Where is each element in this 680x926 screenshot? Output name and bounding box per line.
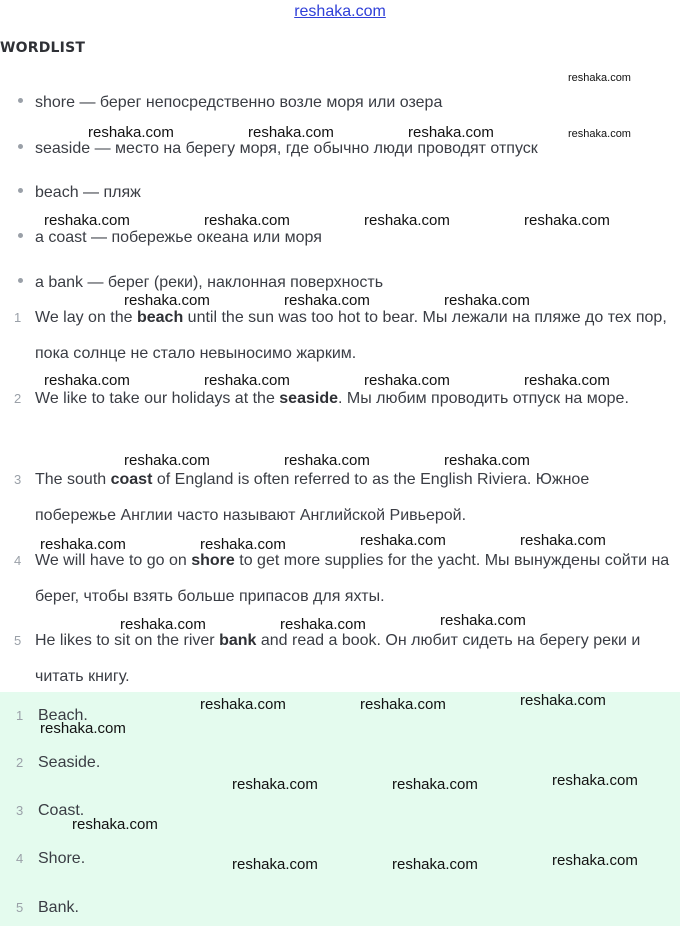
exercise-number: 1 bbox=[14, 310, 22, 325]
exercise-item: 1 We lay on the beach until the sun was too hot to bear. Мы лежали на пляже до тех пор, пока солнце не стало невыносимо жарким. bbox=[14, 300, 674, 372]
answer-item: 3 Coast. bbox=[16, 802, 85, 819]
exercise-item: 5 He likes to sit on the river bank and read a book. Он любит сидеть на берегу реки и читать книгу. bbox=[14, 623, 674, 695]
wordlist-item: shore — берег непосредственно возле моря или озера bbox=[18, 93, 442, 113]
watermark: reshaka.com bbox=[392, 776, 478, 793]
exercise-number: 4 bbox=[14, 553, 22, 568]
exercise-number: 2 bbox=[14, 391, 22, 406]
bullet-icon bbox=[18, 278, 23, 283]
bullet-icon bbox=[18, 98, 23, 103]
watermark: reshaka.com bbox=[524, 212, 610, 229]
watermark: reshaka.com bbox=[200, 536, 286, 553]
answer-item: 1 Beach. bbox=[16, 707, 88, 724]
wordlist-item: a bank — берег (реки), наклонная поверхность bbox=[18, 273, 383, 293]
watermark: reshaka.com bbox=[520, 532, 606, 549]
watermark: reshaka.com bbox=[568, 128, 631, 140]
watermark: reshaka.com bbox=[444, 452, 530, 469]
watermark: reshaka.com bbox=[284, 452, 370, 469]
watermark: reshaka.com bbox=[40, 536, 126, 553]
wordlist-item: beach — пляж bbox=[18, 183, 141, 203]
watermark: reshaka.com bbox=[524, 372, 610, 389]
watermark: reshaka.com bbox=[360, 696, 446, 713]
exercise-item: 2 We like to take our holidays at the seaside. Мы любим проводить отпуск на море. bbox=[14, 381, 674, 417]
wordlist-heading: WORDLIST bbox=[0, 40, 86, 56]
wordlist-item: a coast — побережье океана или моря bbox=[18, 228, 322, 248]
watermark: reshaka.com bbox=[392, 856, 478, 873]
bullet-icon bbox=[18, 144, 23, 149]
answer-item: 2 Seaside. bbox=[16, 754, 101, 771]
watermark: reshaka.com bbox=[552, 772, 638, 789]
answer-item: 5 Bank. bbox=[16, 899, 79, 916]
watermark: reshaka.com bbox=[568, 72, 631, 84]
exercise-item: 4 We will have to go on shore to get more supplies for the yacht. Мы вынуждены сойти на берег, чтобы взять больше припасов для яхты. bbox=[14, 543, 674, 615]
exercise-number: 5 bbox=[14, 633, 22, 648]
watermark: reshaka.com bbox=[204, 372, 290, 389]
watermark: reshaka.com bbox=[248, 124, 334, 141]
watermark: reshaka.com bbox=[40, 720, 126, 737]
watermark: reshaka.com bbox=[284, 292, 370, 309]
watermark: reshaka.com bbox=[520, 692, 606, 709]
exercise-number: 3 bbox=[14, 472, 22, 487]
watermark: reshaka.com bbox=[88, 124, 174, 141]
watermark: reshaka.com bbox=[408, 124, 494, 141]
wordlist-item: seaside — место на берегу моря, где обычно люди проводят отпуск bbox=[18, 139, 538, 159]
watermark: reshaka.com bbox=[364, 212, 450, 229]
watermark: reshaka.com bbox=[204, 212, 290, 229]
watermark: reshaka.com bbox=[232, 776, 318, 793]
watermark: reshaka.com bbox=[72, 816, 158, 833]
exercise-item: 3 The south coast of England is often referred to as the English Riviera. Южное побережье Англии часто называют Английской Ривьерой. bbox=[14, 462, 674, 534]
watermark: reshaka.com bbox=[364, 372, 450, 389]
watermark: reshaka.com bbox=[44, 212, 130, 229]
bullet-icon bbox=[18, 233, 23, 238]
watermark: reshaka.com bbox=[124, 292, 210, 309]
answer-item: 4 Shore. bbox=[16, 850, 86, 867]
watermark: reshaka.com bbox=[280, 616, 366, 633]
watermark: reshaka.com bbox=[444, 292, 530, 309]
bullet-icon bbox=[18, 188, 23, 193]
watermark: reshaka.com bbox=[360, 532, 446, 549]
watermark: reshaka.com bbox=[120, 616, 206, 633]
site-link[interactable]: reshaka.com bbox=[294, 3, 386, 20]
watermark: reshaka.com bbox=[232, 856, 318, 873]
watermark: reshaka.com bbox=[200, 696, 286, 713]
watermark: reshaka.com bbox=[44, 372, 130, 389]
watermark: reshaka.com bbox=[440, 612, 526, 629]
watermark: reshaka.com bbox=[552, 852, 638, 869]
watermark: reshaka.com bbox=[124, 452, 210, 469]
